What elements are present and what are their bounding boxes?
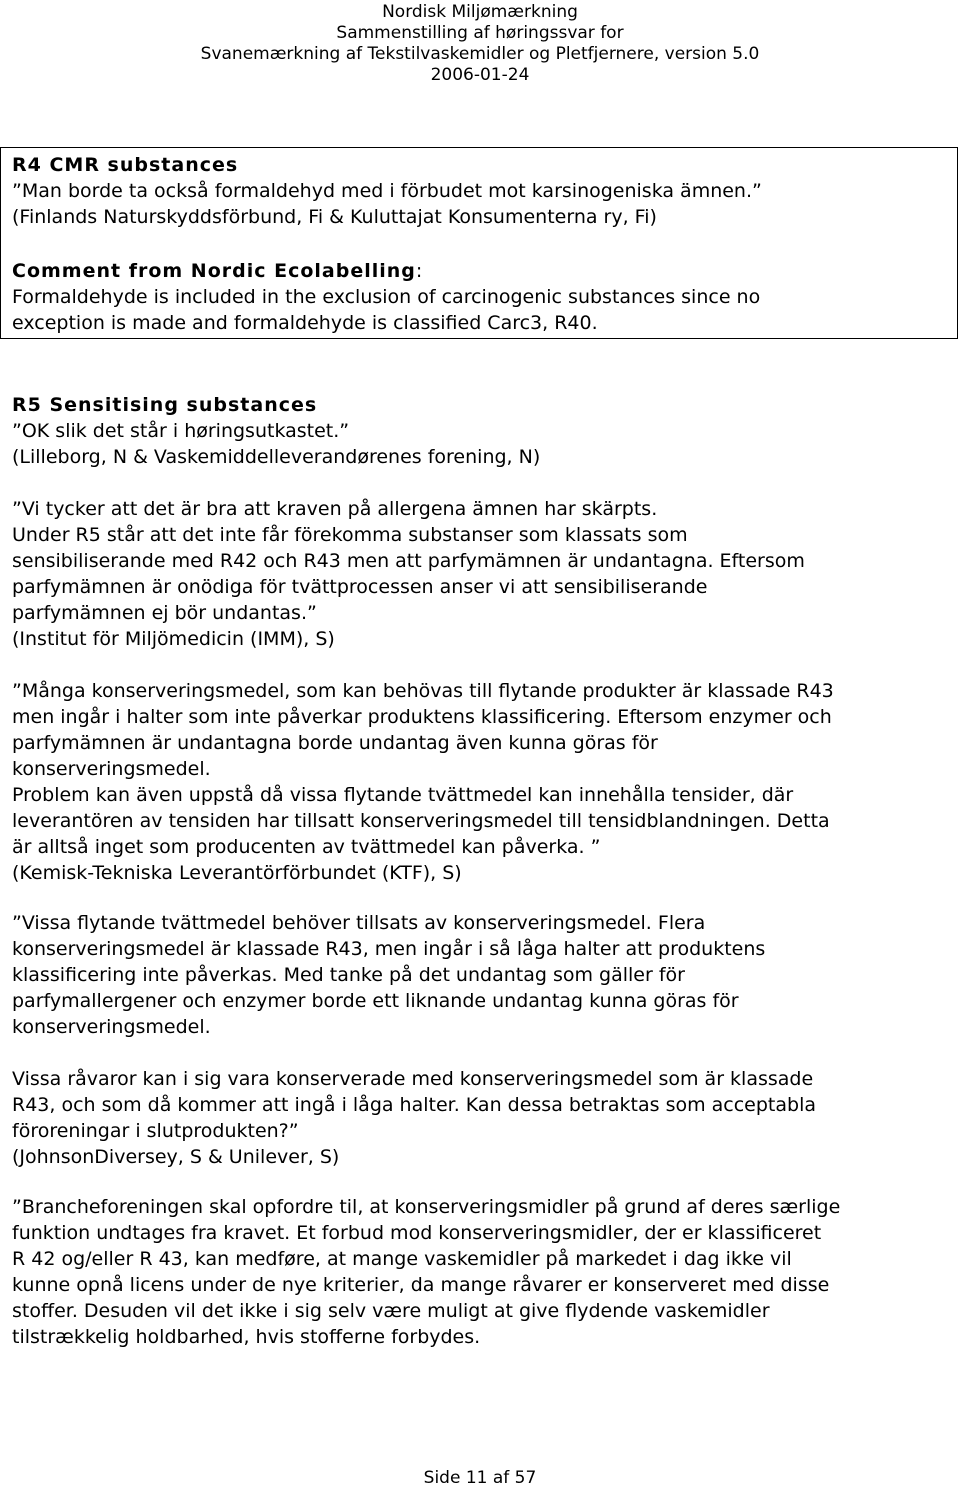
text-line: funktion undtages fra kravet. Et forbud mod konserveringsmidler, der er klassificeret: [12, 1222, 822, 1244]
text-line: Problem kan även uppstå då vissa flytande tvättmedel kan innehålla tensider, där: [12, 784, 794, 806]
text-line: R 42 og/eller R 43, kan medføre, at mange vaskemidler på markedet i dag ikke vil: [12, 1248, 792, 1270]
header-subtitle: Sammenstilling af høringssvar for: [336, 23, 624, 43]
r5-quote-5: [12, 1066, 816, 1170]
r5-quote-1: ”OK slik det står i høringsutkastet.”: [12, 420, 350, 442]
text-line: föroreningar i slutprodukten?”: [12, 1120, 299, 1142]
text-line: men ingår i halter som inte påverkar produktens klassificering. Eftersom enzymer och: [12, 706, 832, 728]
text-line: ”Många konserveringsmedel, som kan behövas till flytande produkter är klassade R43: [12, 680, 834, 702]
text-line: konserveringsmedel är klassade R43, men ingår i så låga halter att produktens: [12, 938, 766, 960]
r4-comment-colon: :: [415, 260, 423, 282]
document-header: [0, 2, 960, 86]
r5-quote-5-source: (JohnsonDiversey, S & Unilever, S): [12, 1146, 340, 1168]
text-line: sensibiliserande med R42 och R43 men att parfymämnen är undantagna. Eftersom: [12, 550, 805, 572]
text-line: tilstrækkelig holdbarhed, hvis stofferne forbydes.: [12, 1326, 481, 1348]
text-line: R43, och som då kommer att ingå i låga halter. Kan dessa betraktas som acceptabla: [12, 1094, 817, 1116]
r4-section-box: [0, 147, 958, 339]
text-line: konserveringsmedel.: [12, 758, 211, 780]
r5-quote-3-source: (Kemisk-Tekniska Leverantörförbundet (KTF), S): [12, 862, 462, 884]
text-line: parfymämnen är undantagna borde undantag även kunna göras för: [12, 732, 658, 754]
text-line: konserveringsmedel.: [12, 1016, 211, 1038]
r5-quote-2-source: (Institut för Miljömedicin (IMM), S): [12, 628, 335, 650]
r4-comment-heading: [12, 258, 422, 284]
r4-comment-line2: exception is made and formaldehyde is classified Carc3, R40.: [12, 312, 598, 334]
r5-quote-6: [12, 1194, 840, 1350]
text-line: parfymallergener och enzymer borde ett liknande undantag kunna göras för: [12, 990, 739, 1012]
r4-comment-label: Comment from Nordic Ecolabelling: [12, 260, 416, 282]
text-line: Under R5 står att det inte får förekomma substanser som klassats som: [12, 524, 688, 546]
page-number: Side 11 af 57: [423, 1468, 537, 1488]
text-line: parfymämnen ej bör undantas.”: [12, 602, 317, 624]
r5-quote-3: [12, 678, 834, 886]
text-line: leverantören av tensiden har tillsatt konserveringsmedel till tensidblandningen. Detta: [12, 810, 830, 832]
text-line: är alltså inget som producenten av tvättmedel kan påverka. ”: [12, 836, 601, 858]
r4-comment-line1: Formaldehyde is included in the exclusion of carcinogenic substances since no: [12, 286, 761, 308]
text-line: ”Brancheforeningen skal opfordre til, at konserveringsmidler på grund af deres særlige: [12, 1196, 841, 1218]
r5-quote-2: [12, 496, 805, 652]
text-line: klassificering inte påverkas. Med tanke på det undantag som gäller för: [12, 964, 685, 986]
header-date: 2006-01-24: [430, 65, 530, 85]
r4-quote: ”Man borde ta också formaldehyd med i förbudet mot karsinogeniska ämnen.”: [12, 180, 762, 202]
r5-quote-1-source: (Lilleborg, N & Vaskemiddelleverandørenes forening, N): [12, 446, 541, 468]
text-line: kunne opnå licens under de nye kriterier, da mange råvarer er konserveret med disse: [12, 1274, 830, 1296]
text-line: ”Vissa flytande tvättmedel behöver tillsats av konserveringsmedel. Flera: [12, 912, 706, 934]
header-organization: Nordisk Miljømærkning: [382, 2, 578, 22]
header-document-title: Svanemærkning af Tekstilvaskemidler og Pletfjernere, version 5.0: [200, 44, 760, 64]
r4-title: R4 CMR substances: [12, 154, 239, 176]
text-line: Vissa råvaror kan i sig vara konserverade med konserveringsmedel som är klassade: [12, 1068, 814, 1090]
r5-title: R5 Sensitising substances: [12, 394, 318, 416]
text-line: parfymämnen är onödiga för tvättprocessen anser vi att sensibiliserande: [12, 576, 708, 598]
text-line: stoffer. Desuden vil det ikke i sig selv være muligt at give flydende vaskemidler: [12, 1300, 770, 1322]
text-line: ”Vi tycker att det är bra att kraven på allergena ämnen har skärpts.: [12, 498, 658, 520]
r5-quote-4: [12, 910, 765, 1040]
r4-quote-source: (Finlands Naturskyddsförbund, Fi & Kuluttajat Konsumenterna ry, Fi): [12, 206, 657, 228]
